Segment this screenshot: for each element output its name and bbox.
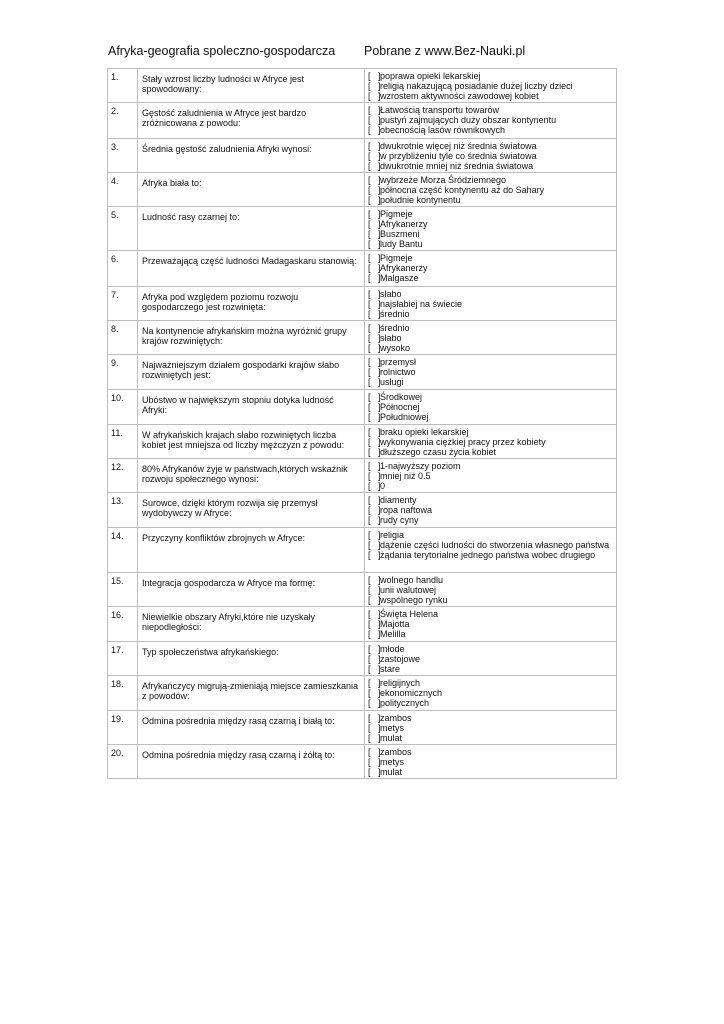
answer-option[interactable] [368, 367, 613, 377]
answer-option[interactable] [368, 299, 613, 309]
answer-option[interactable] [368, 219, 613, 229]
checkbox-bracket[interactable]: [ ] [368, 263, 381, 273]
question-cell [138, 711, 365, 745]
checkbox-bracket[interactable]: [ ] [368, 309, 381, 319]
checkbox-bracket[interactable]: [ ] [368, 71, 381, 81]
answer-option-label: rolnictwo [380, 367, 416, 377]
answer-options [365, 139, 617, 173]
checkbox-bracket[interactable]: [ ] [368, 289, 381, 299]
question-cell [138, 390, 365, 425]
answer-option-label: religią nakazującą posiadanie dużej liczby dzieci [380, 81, 573, 91]
quiz-table [107, 68, 617, 779]
answer-options [365, 676, 617, 711]
answer-option-label: usługi [380, 377, 404, 387]
checkbox-bracket[interactable]: [ ] [368, 654, 381, 664]
answer-option[interactable] [368, 540, 613, 550]
question-number: 1. [108, 69, 138, 103]
question-row [108, 69, 617, 103]
answer-option[interactable] [368, 357, 613, 367]
checkbox-bracket[interactable]: [ ] [368, 585, 381, 595]
answer-option[interactable] [368, 437, 613, 447]
question-cell [138, 355, 365, 390]
answer-options [365, 251, 617, 287]
answer-option-label: dążenie części ludności do stworzenia własnego państwa [380, 540, 610, 550]
answer-option-label: pustyń zajmujących duży obszar kontynentu [380, 115, 557, 125]
checkbox-bracket[interactable]: [ ] [368, 495, 381, 505]
answer-option[interactable] [368, 733, 613, 743]
question-text: Odmina pośrednia między rasą czarną i białą to: [142, 716, 335, 726]
question-number: 12. [108, 459, 138, 493]
question-text: Afryka biała to: [142, 178, 202, 188]
answer-option[interactable] [368, 619, 613, 629]
checkbox-bracket[interactable]: [ ] [368, 629, 381, 639]
answer-option[interactable] [368, 664, 613, 674]
question-text: Ubóstwo w największym stopniu dotyka ludność Afryki: [142, 395, 334, 415]
checkbox-bracket[interactable]: [ ] [368, 550, 381, 560]
answer-option-label: ropa naftowa [380, 505, 433, 515]
answer-option-label: rudy cyny [380, 515, 419, 525]
answer-option[interactable] [368, 505, 613, 515]
answer-option[interactable] [368, 263, 613, 273]
page-title: Afryka-geografia spoleczno-gospodarcza [108, 44, 336, 58]
answer-option-label: unii walutowej [380, 585, 437, 595]
question-row [108, 139, 617, 173]
answer-option-label: Łatwością transportu towarów [380, 105, 500, 115]
answer-option[interactable] [368, 161, 613, 171]
question-text: Na kontynencie afrykańskim można wyróżnić grupy krajów rozwiniętych: [142, 326, 347, 346]
answer-option-label: Pigmeje [380, 209, 413, 219]
answer-option-label: słabo [380, 333, 402, 343]
question-cell [138, 607, 365, 642]
question-row [108, 607, 617, 642]
checkbox-bracket[interactable]: [ ] [368, 161, 381, 171]
answer-option[interactable] [368, 115, 613, 125]
question-text: Przeważającą część ludności Madagaskaru stanowią: [142, 256, 357, 266]
answer-option-label: zastojowe [380, 654, 421, 664]
answer-option[interactable] [368, 323, 613, 333]
checkbox-bracket[interactable]: [ ] [368, 151, 381, 161]
answer-option-label: braku opieki lekarskiej [380, 427, 469, 437]
answer-option-label: słabo [380, 289, 402, 299]
answer-options [365, 528, 617, 573]
answer-option[interactable] [368, 141, 613, 151]
question-cell [138, 425, 365, 459]
answer-option[interactable] [368, 629, 613, 639]
answer-option[interactable] [368, 471, 613, 481]
checkbox-bracket[interactable]: [ ] [368, 767, 381, 777]
question-text: Afrykańczycy migrują-zmieniają miejsce zamieszkania z powodów: [142, 681, 359, 701]
answer-option[interactable] [368, 343, 613, 353]
checkbox-bracket[interactable]: [ ] [368, 461, 381, 471]
checkbox-bracket[interactable]: [ ] [368, 412, 381, 422]
answer-options [365, 390, 617, 425]
answer-option-label: wzrostem aktywności zawodowej kobiet [380, 91, 539, 101]
answer-options [365, 173, 617, 207]
answer-option-label: wolnego handlu [380, 575, 444, 585]
checkbox-bracket[interactable]: [ ] [368, 505, 381, 515]
question-number: 16. [108, 607, 138, 642]
question-number: 18. [108, 676, 138, 711]
question-text: Odmina pośrednia między rasą czarną i żółtą to: [142, 750, 335, 760]
answer-option[interactable] [368, 585, 613, 595]
question-cell [138, 573, 365, 607]
answer-option-label: obecnością lasów równikowych [380, 125, 506, 135]
answer-option[interactable] [368, 377, 613, 387]
question-text: 80% Afrykanów żyje w państwach,których wskaźnik rozwoju społecznego wynosi: [142, 464, 348, 484]
answer-option[interactable] [368, 402, 613, 412]
question-number: 6. [108, 251, 138, 287]
question-text: Najważniejszym działem gospodarki krajów słabo rozwiniętych jest: [142, 360, 340, 380]
question-row [108, 528, 617, 573]
answer-option-label: najsłabiej na świecie [380, 299, 463, 309]
checkbox-bracket[interactable]: [ ] [368, 540, 381, 550]
answer-option-label: średnio [380, 309, 410, 319]
answer-option[interactable] [368, 595, 613, 605]
answer-option-label: Południowej [380, 412, 429, 422]
question-number: 15. [108, 573, 138, 607]
question-number: 14. [108, 528, 138, 573]
answer-options [365, 425, 617, 459]
checkbox-bracket[interactable]: [ ] [368, 595, 381, 605]
question-row [108, 425, 617, 459]
answer-option-label: metys [380, 757, 405, 767]
checkbox-bracket[interactable]: [ ] [368, 343, 381, 353]
question-row [108, 321, 617, 355]
quiz-body [108, 69, 617, 779]
question-text: Ludność rasy czarnej to: [142, 212, 240, 222]
answer-option-label: wykonywania ciężkiej pracy przez kobiety [380, 437, 546, 447]
answer-option-label: południe kontynentu [380, 195, 461, 205]
answer-option-label: Afrykanerzy [380, 263, 428, 273]
answer-option[interactable] [368, 195, 613, 205]
answer-option-label: Święta Helena [380, 609, 439, 619]
checkbox-bracket[interactable]: [ ] [368, 733, 381, 743]
checkbox-bracket[interactable]: [ ] [368, 323, 381, 333]
answer-option-label: Północnej [380, 402, 420, 412]
checkbox-bracket[interactable]: [ ] [368, 481, 381, 491]
answer-option-label: młode [380, 644, 405, 654]
question-cell [138, 287, 365, 321]
checkbox-bracket[interactable]: [ ] [368, 253, 381, 263]
answer-option[interactable] [368, 575, 613, 585]
question-text: Surowce, dzięki którym rozwija się przemysł wydobywczy w Afryce: [142, 498, 318, 518]
answer-option-label: 0 [380, 481, 386, 491]
answer-option-label: 1-najwyższy poziom [380, 461, 461, 471]
checkbox-bracket[interactable]: [ ] [368, 664, 381, 674]
checkbox-bracket[interactable]: [ ] [368, 105, 381, 115]
answer-option-label: Pigmeje [380, 253, 413, 263]
answer-option[interactable] [368, 644, 613, 654]
question-row [108, 355, 617, 390]
answer-option[interactable] [368, 81, 613, 91]
question-cell [138, 321, 365, 355]
question-number: 9. [108, 355, 138, 390]
question-text: Stały wzrost liczby ludności w Afryce jest spowodowany: [142, 74, 305, 94]
answer-option[interactable] [368, 309, 613, 319]
checkbox-bracket[interactable]: [ ] [368, 747, 381, 757]
question-number: 17. [108, 642, 138, 676]
question-cell [138, 207, 365, 251]
question-row [108, 459, 617, 493]
checkbox-bracket[interactable]: [ ] [368, 81, 381, 91]
question-row [108, 711, 617, 745]
answer-option-label: ludy Bantu [380, 239, 423, 249]
checkbox-bracket[interactable]: [ ] [368, 723, 381, 733]
answer-option-label: zambos [380, 713, 412, 723]
answer-options [365, 745, 617, 779]
answer-options [365, 69, 617, 103]
question-number: 4. [108, 173, 138, 207]
checkbox-bracket[interactable]: [ ] [368, 530, 381, 540]
answer-option-label: dwukrotnie mniej niż średnia światowa [380, 161, 534, 171]
question-row [108, 103, 617, 139]
checkbox-bracket[interactable]: [ ] [368, 392, 381, 402]
answer-option[interactable] [368, 447, 613, 457]
answer-option[interactable] [368, 185, 613, 195]
checkbox-bracket[interactable]: [ ] [368, 688, 381, 698]
answer-options [365, 493, 617, 528]
answer-option[interactable] [368, 253, 613, 263]
checkbox-bracket[interactable]: [ ] [368, 698, 381, 708]
checkbox-bracket[interactable]: [ ] [368, 229, 381, 239]
checkbox-bracket[interactable]: [ ] [368, 175, 381, 185]
answer-option[interactable] [368, 698, 613, 708]
answer-option-label: mulat [380, 733, 403, 743]
answer-option-label: Afrykanerzy [380, 219, 428, 229]
question-row [108, 173, 617, 207]
answer-option-label: Buszmeni [380, 229, 420, 239]
question-text: W afrykańskich krajach słabo rozwiniętych liczba kobiet jest mniejsza od liczby mężczyzn z powodu: [142, 430, 345, 450]
checkbox-bracket[interactable]: [ ] [368, 575, 381, 585]
answer-option[interactable] [368, 175, 613, 185]
question-number: 10. [108, 390, 138, 425]
answer-option-label: politycznych [380, 698, 430, 708]
answer-option[interactable] [368, 209, 613, 219]
answer-options [365, 321, 617, 355]
answer-option[interactable] [368, 713, 613, 723]
question-text: Typ społeczeństwa afrykańskiego: [142, 647, 279, 657]
question-cell [138, 528, 365, 573]
answer-options [365, 207, 617, 251]
answer-option-label: religia [380, 530, 405, 540]
question-cell [138, 745, 365, 779]
checkbox-bracket[interactable]: [ ] [368, 299, 381, 309]
question-number: 8. [108, 321, 138, 355]
checkbox-bracket[interactable]: [ ] [368, 239, 381, 249]
checkbox-bracket[interactable]: [ ] [368, 437, 381, 447]
checkbox-bracket[interactable]: [ ] [368, 125, 381, 135]
checkbox-bracket[interactable]: [ ] [368, 195, 381, 205]
question-text: Niewielkie obszary Afryki,które nie uzyskały niepodległości: [142, 612, 316, 632]
question-cell [138, 251, 365, 287]
checkbox-bracket[interactable]: [ ] [368, 757, 381, 767]
answer-option[interactable] [368, 392, 613, 402]
answer-option-label: wysoko [380, 343, 411, 353]
answer-option[interactable] [368, 550, 613, 560]
answer-options [365, 573, 617, 607]
checkbox-bracket[interactable]: [ ] [368, 185, 381, 195]
question-cell [138, 676, 365, 711]
checkbox-bracket[interactable]: [ ] [368, 333, 381, 343]
question-number: 20. [108, 745, 138, 779]
checkbox-bracket[interactable]: [ ] [368, 447, 381, 457]
checkbox-bracket[interactable]: [ ] [368, 209, 381, 219]
question-cell [138, 139, 365, 173]
answer-option-label: w przybliżeniu tyle co średnia światowa [380, 151, 537, 161]
answer-options [365, 607, 617, 642]
question-row [108, 745, 617, 779]
page-header [108, 44, 628, 64]
checkbox-bracket[interactable]: [ ] [368, 678, 381, 688]
question-text: Afryka pod względem poziomu rozwoju gospodarczego jest rozwinięta: [142, 292, 299, 312]
source-note: Pobrane z www.Bez-Nauki.pl [364, 44, 526, 58]
answer-option-label: przemysł [380, 357, 417, 367]
checkbox-bracket[interactable]: [ ] [368, 619, 381, 629]
checkbox-bracket[interactable]: [ ] [368, 273, 381, 283]
question-number: 19. [108, 711, 138, 745]
answer-option-label: północna część kontynentu aż do Sahary [380, 185, 545, 195]
question-cell [138, 69, 365, 103]
checkbox-bracket[interactable]: [ ] [368, 367, 381, 377]
answer-option[interactable] [368, 723, 613, 733]
answer-option[interactable] [368, 91, 613, 101]
answer-option[interactable] [368, 481, 613, 491]
answer-option-label: dłuższego czasu życia kobiet [380, 447, 497, 457]
answer-options [365, 459, 617, 493]
answer-option-label: Majotta [380, 619, 410, 629]
checkbox-bracket[interactable]: [ ] [368, 609, 381, 619]
answer-option-label: Środkowej [380, 392, 423, 402]
question-number: 2. [108, 103, 138, 139]
checkbox-bracket[interactable]: [ ] [368, 141, 381, 151]
question-row [108, 642, 617, 676]
question-row [108, 573, 617, 607]
answer-options [365, 103, 617, 139]
question-cell [138, 642, 365, 676]
answer-option[interactable] [368, 71, 613, 81]
answer-option[interactable] [368, 239, 613, 249]
checkbox-bracket[interactable]: [ ] [368, 644, 381, 654]
checkbox-bracket[interactable]: [ ] [368, 515, 381, 525]
answer-options [365, 711, 617, 745]
question-cell [138, 103, 365, 139]
answer-option[interactable] [368, 757, 613, 767]
checkbox-bracket[interactable]: [ ] [368, 471, 381, 481]
question-row [108, 676, 617, 711]
question-row [108, 390, 617, 425]
checkbox-bracket[interactable]: [ ] [368, 402, 381, 412]
answer-option[interactable] [368, 273, 613, 283]
question-cell [138, 173, 365, 207]
answer-option[interactable] [368, 678, 613, 688]
answer-option[interactable] [368, 654, 613, 664]
question-row [108, 287, 617, 321]
checkbox-bracket[interactable]: [ ] [368, 427, 381, 437]
question-number: 7. [108, 287, 138, 321]
answer-option-label: zambos [380, 747, 412, 757]
answer-option[interactable] [368, 767, 613, 777]
answer-options [365, 287, 617, 321]
answer-option-label: religijnych [380, 678, 421, 688]
checkbox-bracket[interactable]: [ ] [368, 377, 381, 387]
answer-option[interactable] [368, 151, 613, 161]
answer-option[interactable] [368, 105, 613, 115]
answer-options [365, 642, 617, 676]
question-row [108, 207, 617, 251]
answer-option[interactable] [368, 289, 613, 299]
answer-option-label: poprawa opieki lekarskiej [380, 71, 481, 81]
question-text: Średnia gęstość zaludnienia Afryki wynosi: [142, 144, 312, 154]
answer-option[interactable] [368, 609, 613, 619]
answer-option-label: stare [380, 664, 401, 674]
question-number: 5. [108, 207, 138, 251]
question-number: 13. [108, 493, 138, 528]
answer-option-label: żądania terytorialne jednego państwa wobec drugiego [380, 550, 596, 560]
answer-option-label: wybrzeże Morza Śródziemnego [380, 175, 507, 185]
answer-option[interactable] [368, 333, 613, 343]
answer-option[interactable] [368, 515, 613, 525]
answer-options [365, 355, 617, 390]
answer-option[interactable] [368, 747, 613, 757]
question-cell [138, 459, 365, 493]
question-text: Integracja gospodarcza w Afryce ma formę: [142, 578, 316, 588]
answer-option[interactable] [368, 125, 613, 135]
answer-option[interactable] [368, 688, 613, 698]
question-number: 3. [108, 139, 138, 173]
checkbox-bracket[interactable]: [ ] [368, 115, 381, 125]
answer-option-label: średnio [380, 323, 410, 333]
answer-option-label: Malgasze [380, 273, 419, 283]
answer-option-label: wspólnego rynku [380, 595, 448, 605]
answer-option[interactable] [368, 412, 613, 422]
checkbox-bracket[interactable]: [ ] [368, 91, 381, 101]
question-row [108, 251, 617, 287]
answer-option[interactable] [368, 461, 613, 471]
question-text: Przyczyny konfliktów zbrojnych w Afryce: [142, 533, 306, 543]
answer-option-label: mniej niż 0.5 [380, 471, 431, 481]
checkbox-bracket[interactable]: [ ] [368, 713, 381, 723]
answer-option-label: metys [380, 723, 405, 733]
answer-option[interactable] [368, 495, 613, 505]
question-number: 11. [108, 425, 138, 459]
answer-option-label: ekonomicznych [380, 688, 443, 698]
checkbox-bracket[interactable]: [ ] [368, 219, 381, 229]
answer-option[interactable] [368, 530, 613, 540]
answer-option-label: mulat [380, 767, 403, 777]
checkbox-bracket[interactable]: [ ] [368, 357, 381, 367]
answer-option-label: Melilla [380, 629, 406, 639]
answer-option-label: diamenty [380, 495, 417, 505]
answer-option[interactable] [368, 229, 613, 239]
question-text: Gęstość zaludnienia w Afryce jest bardzo zróżnicowana z powodu: [142, 108, 307, 128]
answer-option[interactable] [368, 427, 613, 437]
question-cell [138, 493, 365, 528]
question-row [108, 493, 617, 528]
answer-option-label: dwukrotnie więcej niż średnia światowa [380, 141, 537, 151]
